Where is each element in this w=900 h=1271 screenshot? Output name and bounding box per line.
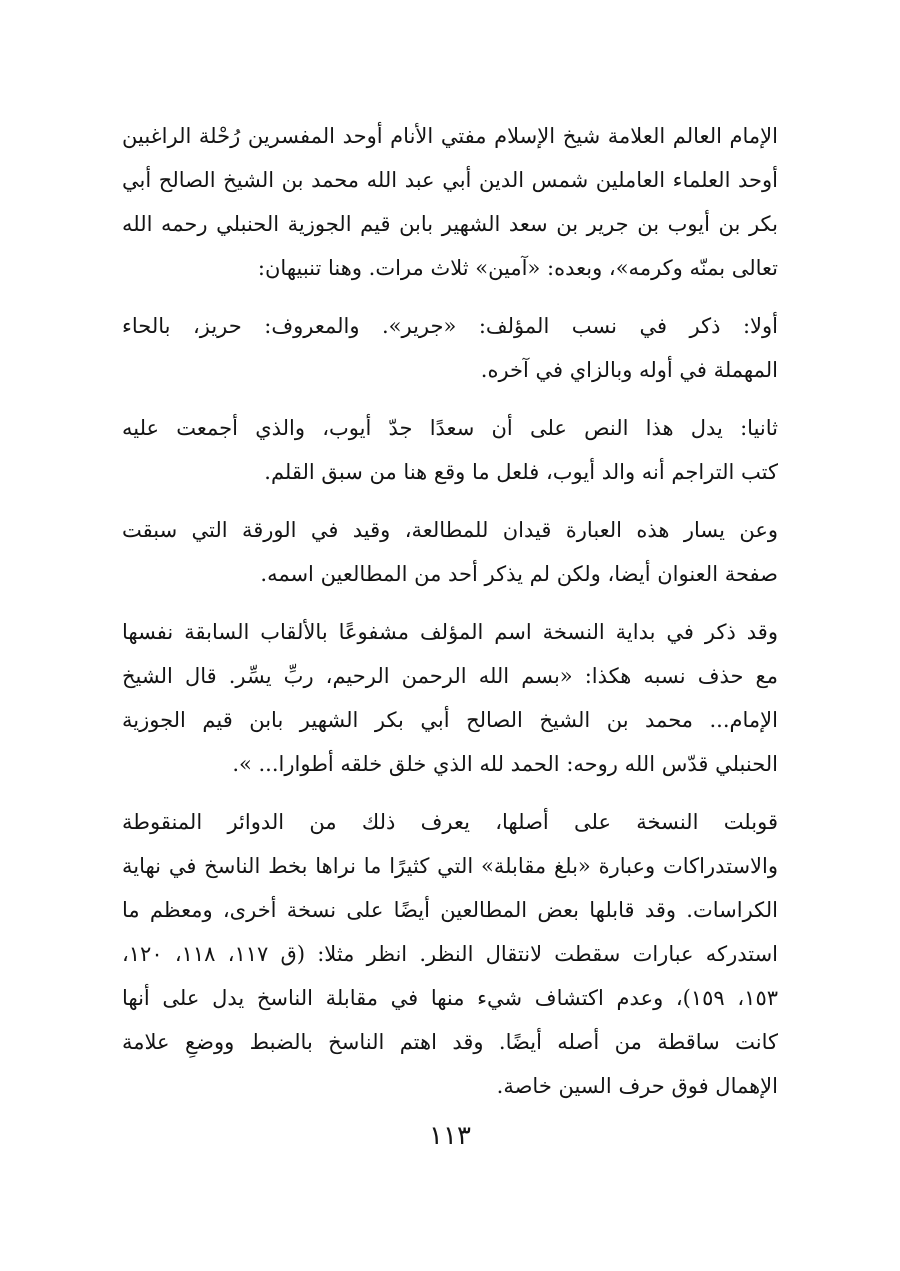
text-line: والاستدراكات وعبارة «بلغ مقابلة» التي كثيرًا ما نراها بخط الناسخ في نهاية — [122, 854, 778, 878]
text-line: صفحة العنوان أيضا، ولكن لم يذكر أحد من المطالعين اسمه. — [260, 562, 778, 586]
paragraph — [122, 800, 778, 1108]
paragraph — [122, 610, 778, 786]
text-line: ١٥٣، ١٥٩)، وعدم اكتشاف شيء منها في مقابلة الناسخ يدل على أنها — [122, 986, 778, 1010]
text-line: الإهمال فوق حرف السين خاصة. — [496, 1074, 778, 1098]
text-line: الإمام العالم العلامة شيخ الإسلام مفتي الأنام أوحد المفسرين رُحْلة الراغبين — [122, 124, 778, 148]
text-line: أولا: ذكر في نسب المؤلف: «جرير». والمعروف: حريز، بالحاء — [122, 314, 778, 338]
page-number: ١١٣ — [429, 1121, 471, 1151]
text-line: كانت ساقطة من أصله أيضًا. وقد اهتم الناسخ بالضبط ووضعِ علامة — [122, 1030, 778, 1054]
text-line: مع حذف نسبه هكذا: «بسم الله الرحمن الرحيم، ربِّ يسِّر. قال الشيخ — [122, 664, 778, 688]
paragraph — [122, 304, 778, 392]
page-body — [122, 114, 778, 1122]
paragraph — [122, 406, 778, 494]
text-line: وعن يسار هذه العبارة قيدان للمطالعة، وقيد في الورقة التي سبقت — [122, 518, 778, 542]
text-line: أوحد العلماء العاملين شمس الدين أبي عبد الله محمد بن الشيخ الصالح أبي — [122, 168, 778, 192]
text-line: استدركه عبارات سقطت لانتقال النظر. انظر مثلا: (ق ١١٧، ١١٨، ١٢٠، — [122, 942, 778, 966]
paragraph — [122, 114, 778, 290]
text-line: كتب التراجم أنه والد أيوب، فلعل ما وقع هنا من سبق القلم. — [264, 460, 778, 484]
text-line: المهملة في أوله وبالزاي في آخره. — [480, 358, 778, 382]
paragraph — [122, 508, 778, 596]
text-line: ثانيا: يدل هذا النص على أن سعدًا جدّ أيوب، والذي أجمعت عليه — [122, 416, 778, 440]
text-line: بكر بن أيوب بن جرير بن سعد الشهير بابن قيم الجوزية الحنبلي رحمه الله — [122, 212, 778, 236]
text-line: الكراسات. وقد قابلها بعض المطالعين أيضًا على نسخة أخرى، ومعظم ما — [122, 898, 778, 922]
text-line: الإمام... محمد بن الشيخ الصالح أبي بكر الشهير بابن قيم الجوزية — [122, 708, 778, 732]
text-line: قوبلت النسخة على أصلها، يعرف ذلك من الدوائر المنقوطة — [122, 810, 778, 834]
text-line: الحنبلي قدّس الله روحه: الحمد لله الذي خلق خلقه أطوارا... ». — [232, 752, 778, 776]
text-line: وقد ذكر في بداية النسخة اسم المؤلف مشفوعًا بالألقاب السابقة نفسها — [122, 620, 778, 644]
text-line: تعالى بمنّه وكرمه»، وبعده: «آمين» ثلاث مرات. وهنا تنبيهان: — [257, 256, 778, 280]
